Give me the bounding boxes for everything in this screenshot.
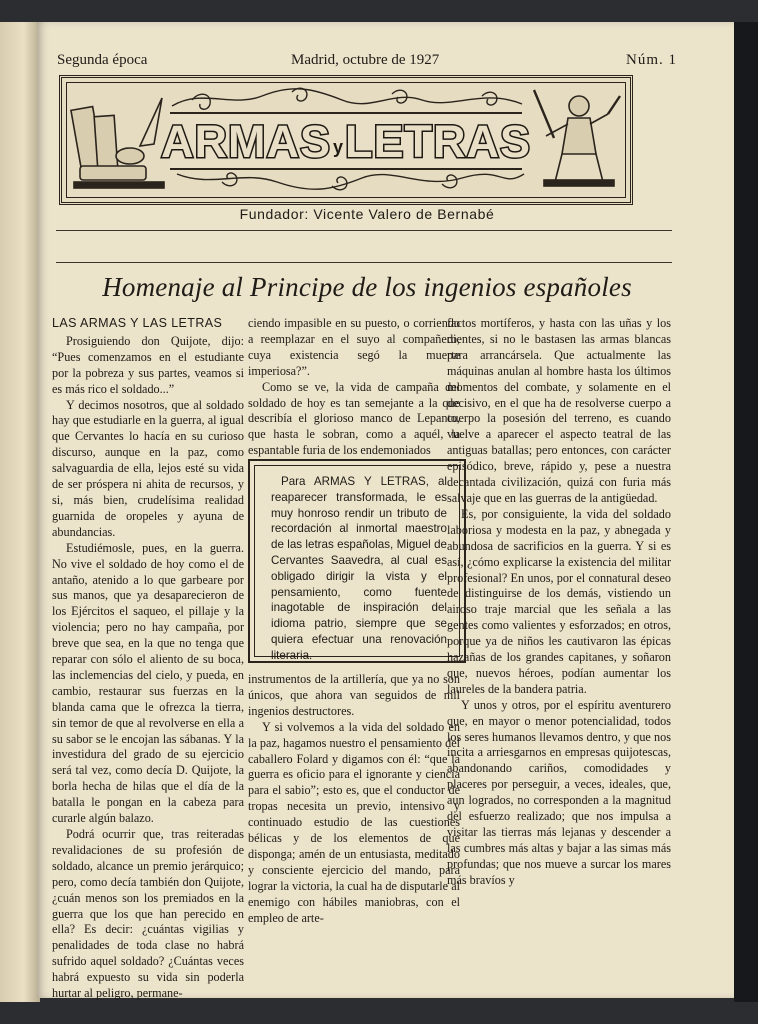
paragraph: Como se ve, la vida de campaña del soldado de hoy es tan semejante a la que describía el glorioso manco de Lepanto, que hasta le sobran, como a aquél, la espantable furia de los endemoniados: [248, 379, 460, 458]
date-place: Madrid, octubre de 1927: [291, 52, 440, 68]
tribute-text: Para ARMAS Y LETRAS, al reaparecer transformada, le es muy honroso rendir un tributo de recordación al inmortal maestro de las letras españolas, Miguel de Cervantes Saavedra, al cual es obligado dirigir la vista y el pensamiento, como fuente inagotable de inspiración del idioma patrio, siempre que se quiera efectuar una renovación literaria.: [271, 475, 447, 662]
rule-top: [56, 230, 672, 231]
paragraph: Es, por consiguiente, la vida del soldado laboriosa y modesta en la paz, y abnegada y abundosa de sacrificios en la guerra. Y si es así, ¿cómo explicarse la existencia del militar profesional? En unos, por el connatural deseo de distinguirse de los demás, vistiendo un airoso traje marcial que les señala a las gentes como valientes y esforzados; en otros, porque ya de niños les cautivaron las épicas hazañas de los grandes capitanes, y soñaron que, nuevos héroes, podían aumentar los laureles de la bandera patria.: [447, 506, 671, 696]
edition-label: Segunda época: [57, 52, 148, 68]
armored-knight-icon: [524, 84, 624, 194]
paragraph: Y si volvemos a la vida del soldado en la paz, hagamos nuestro el pensamiento del caballero Folard y digamos con él: “que la guerra es oficio para el ignorante y ciencia para el sabio”; esto es, que el conductor de tropas necesita un previo, intensivo y continuado estudio de las cuestiones bélicas y de los elementos de que disponga; amén de un entusiasta, meditado y consciente ejercicio del mando, para lograr la victoria, la cual ha de disputarle al enemigo con hábiles maniobras, con el empleo de arte-: [248, 719, 460, 925]
paragraph: Y unos y otros, por el espíritu aventurero que, en mayor o menor potencialidad, todos los seres humanos llevamos dentro, y que nos incita a arriesgarnos en empresas quijotescas, abandonando cariños, comodidades y placeres por perseguir, a veces, ideales, que, aun logrados, no corresponden a la magnitud del esfuerzo realizado; que nos impulsa a visitar las tierras más lejanas y descender a las cumbres más altas y bajar a las simas más profundas; que nos mueve a surcar los mares más bravíos y: [447, 697, 671, 887]
header-line: [57, 52, 677, 74]
paragraph: Y decimos nosotros, que al soldado hay que estudiarle en la guerra, al igual que Cervantes lo hacía en su curioso discurso, aunque en la paz, como salvaguardia de ella, lejos esté su vida de ser próspera ni ahita de recursos, y si, más bien, crudelísima realidad guarnida de oropeles y ayuna de abundancias.: [52, 397, 244, 539]
masthead: [59, 75, 633, 205]
left-page-edge: [0, 22, 40, 1002]
article-subtitle: LAS ARMAS Y LAS LETRAS: [52, 316, 223, 330]
paragraph: Prosiguiendo don Quijote, dijo: “Pues comenzamos en el estudiante por la pobreza y sus partes, veamos si es más rico el soldado...”: [52, 333, 244, 396]
paragraph: Estudiémosle, pues, en la guerra. No vive el soldado de hoy como el de antaño, atenido a lo que garbeare por sus manos, que ya desaparecieron de los Ejércitos el saqueo, el pillaje y la violencia; pero no hay campaña, por breve que sea, en la que no tenga que reparar con sólo el aliento de su boca, las inclemencias del cielo, y pueda, en cambio, restaurar sus fuerzas en la blanda cama que le ofrezca la tierra, sin temor de que al revolverse en ella a su sabor se le encojan las sábanas. Y la investidura del grado de su ejercicio será tal vez, como decía D. Quijote, la borla hecha de hilas que el día de la batalla le pongan en la cabeza para curarle algún balazo.: [52, 540, 244, 826]
article-title: Homenaje al Principe de los ingenios españoles: [102, 272, 632, 302]
column-2-top: [248, 316, 460, 459]
column-3: [447, 316, 671, 889]
title-letras: LETRAS: [345, 115, 532, 167]
issue-number: Núm. 1: [626, 52, 677, 68]
paragraph: factos mortíferos, y hasta con las uñas y los dientes, si no le bastasen las armas blancas para arrancársela. Que actualmente las máquinas anulan al hombre hasta los últimos momentos del combate, y solamente en el decisivo, en el que ha de resolverse cuerpo a cuerpo la posesión del terreno, es cuando vuelve a aparecer el aspecto teatral de las antiguas batallas; pero entonces, con carácter episódico, breve, rápido y, pese a nuestra decantada civilización, quizá con furia más salvaje que en las guerras de la antigüedad.: [447, 316, 671, 505]
title-conjunction: y: [333, 136, 344, 157]
paragraph: instrumentos de la artillería, que ya no son únicos, que ahora van seguidos de mil ingenios destructores.: [248, 672, 460, 718]
rule-bottom: [56, 262, 672, 263]
title-armas: ARMAS: [161, 115, 331, 167]
column-1: [52, 316, 244, 1002]
books-quill-icon: [70, 86, 170, 196]
masthead-title: [161, 112, 532, 170]
column-2-bottom: [248, 672, 460, 927]
tribute-box: [248, 459, 466, 663]
paragraph: ciendo impasible en su puesto, o corriendo a reemplazar en el suyo al compañero, cuya existencia segó la muerte imperiosa?”.: [248, 316, 460, 378]
tribute-frame: [254, 465, 460, 662]
paragraph: Podrá ocurrir que, tras reiteradas revalidaciones de su profesión de soldado, alcance un premio jerárquico; pero, como decía también don Quijote, ¿cuán menos son los premiados en la guerra que los que han perecido en ella? Es decir: ¿cuántas vigilias y penalidades de toda clase no habrá sufrido aquel soldado? ¿Cuántas veces habrá expuesto su vida sin poderla hurtar al peligro, permane-: [52, 827, 244, 1001]
scan-background: [734, 22, 758, 1002]
founder-line: Fundador: Vicente Valero de Bernabé: [239, 206, 495, 222]
